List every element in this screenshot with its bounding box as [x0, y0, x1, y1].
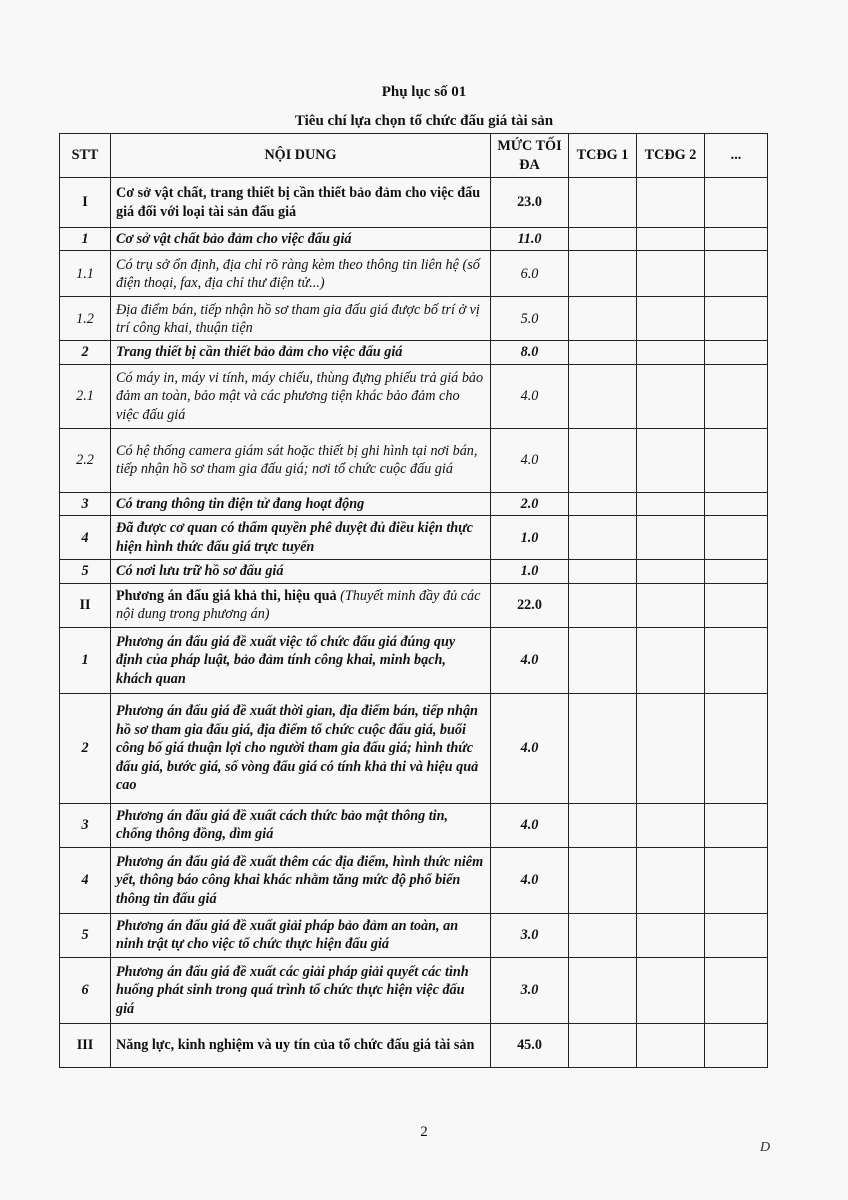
row-stt: II — [60, 583, 111, 627]
row-org-2-score[interactable] — [637, 364, 705, 428]
row-content-text: Cơ sở vật chất bảo đảm cho việc đấu giá — [116, 231, 352, 247]
row-max-score: 6.0 — [491, 251, 569, 297]
row-content — [111, 913, 491, 957]
row-org-2-score[interactable] — [637, 428, 705, 492]
table-body — [60, 178, 768, 1068]
row-content-text: Phương án đấu giá đề xuất thời gian, địa điểm bán, tiếp nhận hồ sơ tham gia đấu giá, địa điểm tổ chức cuộc đấu giá, buổi công bố giá thuận lợi cho người tham gia đấu giá; hình thức đấu giá, bước giá, số vòng đấu giá có tính khả thi và hiệu quả cao — [116, 703, 479, 793]
row-more-score[interactable] — [705, 560, 768, 583]
row-stt: 4 — [60, 847, 111, 913]
row-content — [111, 428, 491, 492]
row-max-score: 45.0 — [491, 1023, 569, 1067]
row-org-1-score[interactable] — [569, 847, 637, 913]
row-max-score: 2.0 — [491, 492, 569, 515]
table-row — [60, 583, 768, 627]
row-stt: 2 — [60, 693, 111, 803]
row-more-score[interactable] — [705, 627, 768, 693]
row-org-2-score[interactable] — [637, 627, 705, 693]
row-content-text: Có trang thông tin điện tử đang hoạt động — [116, 495, 365, 512]
row-content — [111, 364, 491, 428]
row-org-1-score[interactable] — [569, 627, 637, 693]
row-more-score[interactable] — [705, 228, 768, 251]
row-more-score[interactable] — [705, 341, 768, 364]
table-title: Tiêu chí lựa chọn tổ chức đấu giá tài sản — [294, 113, 554, 129]
row-content-text: Có trụ sở ổn định, địa chỉ rõ ràng kèm theo thông tin liên hệ (số điện thoại, fax, địa chỉ thư điện tử...) — [116, 256, 480, 291]
row-more-score[interactable] — [705, 957, 768, 1023]
row-stt: I — [60, 178, 111, 228]
row-stt: 5 — [60, 913, 111, 957]
row-more-score[interactable] — [705, 251, 768, 297]
row-stt: 1.2 — [60, 297, 111, 341]
header-max-score: MỨC TỐI ĐA — [491, 134, 569, 178]
row-org-2-score[interactable] — [637, 516, 705, 560]
row-max-score: 3.0 — [491, 913, 569, 957]
row-content-text: Có hệ thống camera giám sát hoặc thiết bị ghi hình tại nơi bán, tiếp nhận hồ sơ tham gia đấu giá; nơi tổ chức cuộc đấu giá — [116, 442, 478, 478]
row-content — [111, 583, 491, 627]
row-content — [111, 560, 491, 583]
row-org-1-score[interactable] — [569, 251, 637, 297]
row-more-score[interactable] — [705, 178, 768, 228]
row-content-note: (Thuyết minh đầy đủ các nội dung trong phương án) — [116, 587, 481, 623]
criteria-table — [59, 133, 768, 1068]
row-org-1-score[interactable] — [569, 560, 637, 583]
header-more: ... — [705, 134, 768, 178]
row-content — [111, 341, 491, 364]
table-row — [60, 251, 768, 297]
row-max-score: 1.0 — [491, 560, 569, 583]
row-content — [111, 297, 491, 341]
row-content — [111, 693, 491, 803]
row-org-2-score[interactable] — [637, 341, 705, 364]
row-stt: 5 — [60, 560, 111, 583]
row-stt: 2.2 — [60, 428, 111, 492]
row-org-2-score[interactable] — [637, 583, 705, 627]
row-content — [111, 178, 491, 228]
row-max-score: 11.0 — [491, 228, 569, 251]
row-org-1-score[interactable] — [569, 1023, 637, 1067]
table-row — [60, 913, 768, 957]
row-org-1-score[interactable] — [569, 364, 637, 428]
header-org-2: TCĐG 2 — [637, 134, 705, 178]
row-org-1-score[interactable] — [569, 583, 637, 627]
row-content — [111, 228, 491, 251]
row-stt: 3 — [60, 803, 111, 847]
row-content — [111, 492, 491, 515]
table-row — [60, 178, 768, 228]
row-max-score: 22.0 — [491, 583, 569, 627]
row-org-1-score[interactable] — [569, 957, 637, 1023]
row-org-1-score[interactable] — [569, 178, 637, 228]
row-more-score[interactable] — [705, 913, 768, 957]
row-content-text: Có nơi lưu trữ hồ sơ đấu giá — [116, 563, 284, 580]
row-content — [111, 1023, 491, 1067]
row-content-text: Địa điểm bán, tiếp nhận hồ sơ tham gia đấu giá được bố trí ở vị trí công khai, thuận tiện — [116, 301, 480, 336]
row-stt: 6 — [60, 957, 111, 1023]
table-row — [60, 297, 768, 341]
row-org-2-score[interactable] — [637, 693, 705, 803]
table-row — [60, 803, 768, 847]
row-org-2-score[interactable] — [637, 1023, 705, 1067]
header-content: NỘI DUNG — [111, 134, 491, 178]
row-more-score[interactable] — [705, 297, 768, 341]
row-stt: 1 — [60, 228, 111, 251]
row-org-2-score[interactable] — [637, 847, 705, 913]
row-stt: 2 — [60, 341, 111, 364]
row-more-score[interactable] — [705, 847, 768, 913]
row-stt: III — [60, 1023, 111, 1067]
corner-mark: D — [760, 1140, 771, 1155]
table-row — [60, 560, 768, 583]
row-org-2-score[interactable] — [637, 178, 705, 228]
table-row — [60, 957, 768, 1023]
row-content-text: Năng lực, kinh nghiệm và uy tín của tổ chức đấu giá tài sản — [116, 1037, 475, 1054]
row-content — [111, 847, 491, 913]
row-more-score[interactable] — [705, 492, 768, 515]
row-max-score: 3.0 — [491, 957, 569, 1023]
row-content — [111, 516, 491, 560]
row-stt: 1.1 — [60, 251, 111, 297]
row-org-2-score[interactable] — [637, 803, 705, 847]
appendix-title: Phụ lục số 01 — [381, 84, 467, 100]
row-more-score[interactable] — [705, 693, 768, 803]
row-org-2-score[interactable] — [637, 560, 705, 583]
table-row — [60, 341, 768, 364]
row-stt: 1 — [60, 627, 111, 693]
row-org-1-score[interactable] — [569, 693, 637, 803]
row-content-text: Có máy in, máy vi tính, máy chiếu, thùng đựng phiếu trả giá bảo đảm an toàn, bảo mật và các phương tiện khác bảo đảm cho việc đấu giá — [116, 369, 484, 423]
row-more-score[interactable] — [705, 583, 768, 627]
row-max-score: 4.0 — [491, 364, 569, 428]
row-content-text: Phương án đấu giá đề xuất cách thức bảo mật thông tin, chống thông đồng, dìm giá — [116, 807, 449, 843]
table-row — [60, 1023, 768, 1067]
row-org-1-score[interactable] — [569, 297, 637, 341]
table-row — [60, 627, 768, 693]
row-org-1-score[interactable] — [569, 428, 637, 492]
row-org-2-score[interactable] — [637, 913, 705, 957]
row-more-score[interactable] — [705, 428, 768, 492]
row-max-score: 5.0 — [491, 297, 569, 341]
row-stt: 2.1 — [60, 364, 111, 428]
row-more-score[interactable] — [705, 1023, 768, 1067]
row-content-text: Phương án đấu giá đề xuất việc tổ chức đấu giá đúng quy định của pháp luật, bảo đảm tính công khai, minh bạch, khách quan — [116, 633, 456, 687]
table-row — [60, 428, 768, 492]
row-max-score: 4.0 — [491, 693, 569, 803]
row-max-score: 4.0 — [491, 803, 569, 847]
table-row — [60, 364, 768, 428]
header-stt: STT — [60, 134, 111, 178]
row-max-score: 8.0 — [491, 341, 569, 364]
table-row — [60, 516, 768, 560]
row-more-score[interactable] — [705, 803, 768, 847]
row-content-text: Cơ sở vật chất, trang thiết bị cần thiết bảo đảm cho việc đấu giá đối với loại tài sản đấu giá — [116, 185, 481, 220]
row-org-1-score[interactable] — [569, 492, 637, 515]
page-number: 2 — [420, 1124, 428, 1140]
row-org-1-score[interactable] — [569, 913, 637, 957]
header-org-1: TCĐG 1 — [569, 134, 637, 178]
row-max-score: 4.0 — [491, 627, 569, 693]
row-stt: 3 — [60, 492, 111, 515]
row-max-score: 4.0 — [491, 428, 569, 492]
row-org-1-score[interactable] — [569, 341, 637, 364]
row-content-text: Đã được cơ quan có thẩm quyền phê duyệt đủ điều kiện thực hiện hình thức đấu giá trực tuyến — [116, 520, 473, 555]
table-row — [60, 693, 768, 803]
row-content — [111, 251, 491, 297]
row-content — [111, 803, 491, 847]
row-org-2-score[interactable] — [637, 957, 705, 1023]
row-more-score[interactable] — [705, 516, 768, 560]
row-org-2-score[interactable] — [637, 251, 705, 297]
row-more-score[interactable] — [705, 364, 768, 428]
row-stt: 4 — [60, 516, 111, 560]
row-max-score: 4.0 — [491, 847, 569, 913]
row-content-text: Trang thiết bị cần thiết bảo đảm cho việc đấu giá — [116, 344, 403, 361]
row-content-text: Phương án đấu giá đề xuất các giải pháp giải quyết các tình huống phát sinh trong quá trình tổ chức thực hiện việc đấu giá — [116, 963, 469, 1017]
row-org-2-score[interactable] — [637, 297, 705, 341]
table-header-row — [60, 134, 768, 178]
row-content — [111, 627, 491, 693]
table-row — [60, 847, 768, 913]
row-content-text: Phương án đấu giá đề xuất giải pháp bảo đảm an toàn, an ninh trật tự cho việc tổ chức thực hiện đấu giá — [116, 917, 459, 953]
row-org-2-score[interactable] — [637, 492, 705, 515]
row-max-score: 23.0 — [491, 178, 569, 228]
row-org-1-score[interactable] — [569, 516, 637, 560]
row-max-score: 1.0 — [491, 516, 569, 560]
row-content-text: Phương án đấu giá đề xuất thêm các địa điểm, hình thức niêm yết, thông báo công khai khác nhằm tăng mức độ phổ biến thông tin đấu giá — [116, 853, 484, 907]
row-content-text: Phương án đấu giá khả thi, hiệu quả — [116, 587, 337, 604]
table-row — [60, 492, 768, 515]
row-org-1-score[interactable] — [569, 803, 637, 847]
row-content — [111, 957, 491, 1023]
row-org-2-score[interactable] — [637, 228, 705, 251]
table-row — [60, 228, 768, 251]
row-org-1-score[interactable] — [569, 228, 637, 251]
